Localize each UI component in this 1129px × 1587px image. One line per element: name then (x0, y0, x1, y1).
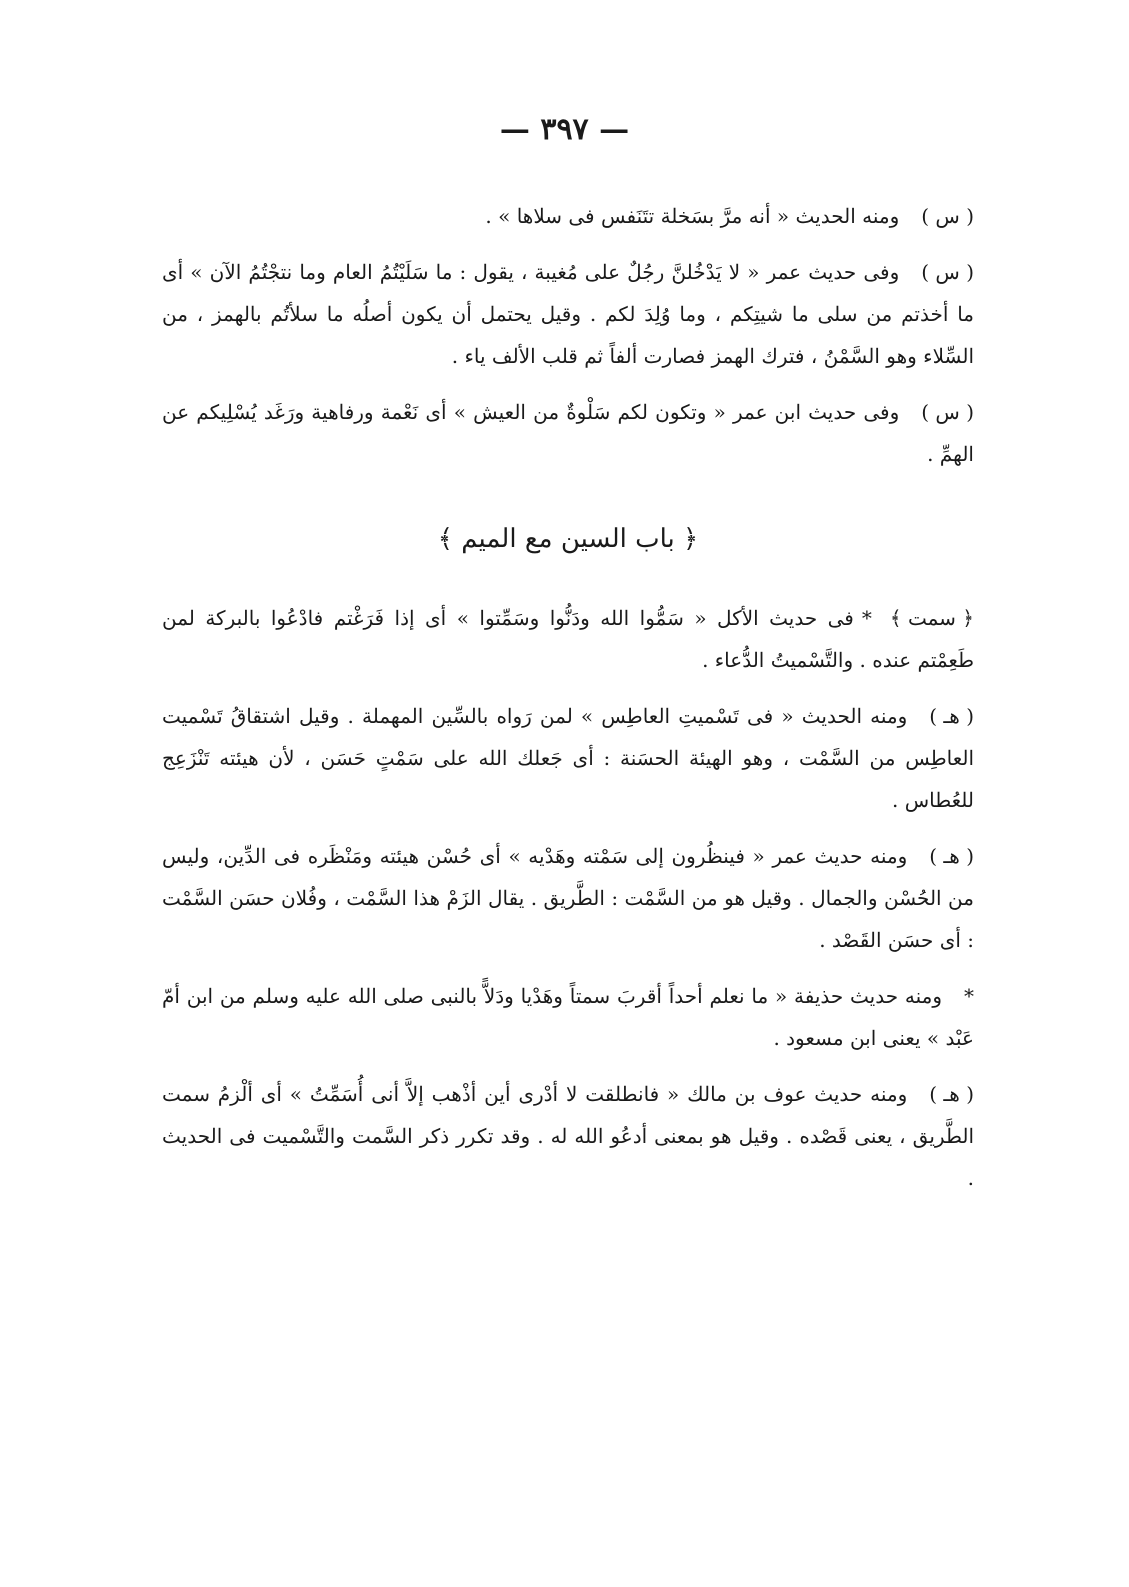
text-body (162, 195, 974, 1213)
paragraph-text: ومنه الحديث « أنه مرَّ بسَخلة تتَنَفس فى سلاها » . (485, 204, 900, 228)
page-number: — ٣٩٧ — (499, 112, 630, 147)
paragraph (162, 975, 974, 1059)
paragraph (162, 695, 974, 821)
section-heading: ﴿ باب السين مع الميم ﴾ (437, 524, 699, 554)
paragraph-marker: ( س ) (921, 260, 974, 284)
paragraph-text: وفى حديث عمر « لا يَدْخُلنَّ رجُلٌ على مُغيبة ، يقول : ما سَلَيْتُمُ العام وما نتجْتُمُ الآن » أى ما أخذتم من سلى ما شيتِكم ، وما وُلِدَ لكم . وقيل يحتمل أن يكون أصلُه ما سلأتُم بالهمز ، من السِّلاء وهو السَّمْنُ ، فترك الهمز فصارت ألفاً ثم قلب الألف ياء . (162, 260, 974, 368)
star-marker: * (861, 606, 872, 630)
entry-paragraph (162, 597, 974, 681)
entry-text: فى حديث الأكل « سَمُّوا الله ودَنُّوا وسَمِّتوا » أى إذا فَرَغْتم فادْعُوا بالبركة لمن طَعِمْتم عنده . والتَّسْميتُ الدُّعاء . (162, 606, 974, 672)
paragraph-text: ومنه حديث عوف بن مالك « فانطلقت لا أدْرى أين أذْهب إلاَّ أنى أُسَمِّتُ » أى ألْزمُ سمت الطَّريق ، يعنى قَصْده . وقيل هو بمعنى أدعُو الله له . وقد تكرر ذكر السَّمت والتَّسْميت فى الحديث . (162, 1082, 974, 1190)
paragraph-text: ومنه الحديث « فى تَسْميتِ العاطِس » لمن رَواه بالسِّين المهملة . وقيل اشتقاقُ تَسْميت العاطِس من السَّمْت ، وهو الهيئة الحسَنة : أى جَعلك الله على سَمْتٍ حَسَن ، لأن هيئته تَنْزَعِج للعُطاس . (162, 704, 974, 812)
paragraph-marker: ( س ) (921, 400, 974, 424)
paragraph (162, 391, 974, 475)
paragraph-marker: ( هـ ) (929, 844, 974, 868)
paragraph (162, 1073, 974, 1199)
paragraph-marker: ( س ) (921, 204, 974, 228)
paragraph-text: ومنه حديث حذيفة « ما نعلم أحداً أقربَ سمتاً وهَدْيا ودَلاًّ بالنبى صلى الله عليه وسلم من ابن أمّ عَبْد » يعنى ابن مسعود . (162, 984, 974, 1050)
paragraph (162, 835, 974, 961)
entry-key: ﴿ سمت ﴾ (889, 606, 974, 630)
paragraph-text: ومنه حديث عمر « فينظُرون إلى سَمْته وهَدْيه » أى حُسْن هيئته ومَنْظَره فى الدِّين، وليس من الحُسْن والجمال . وقيل هو من السَّمْت : الطَّريق . يقال الزَمْ هذا السَّمْت ، وفُلان حسَن السَّمْت : أى حسَن القَصْد . (162, 844, 974, 952)
paragraph-marker: ( هـ ) (929, 1082, 974, 1106)
paragraph-text: وفى حديث ابن عمر « وتكون لكم سَلْوةٌ من العيش » أى نَعْمة ورفاهية ورَغَد يُسْلِيكم عن الهمِّ . (162, 400, 974, 466)
paragraph (162, 251, 974, 377)
paragraph-marker: * (964, 984, 974, 1008)
paragraph-marker: ( هـ ) (929, 704, 974, 728)
paragraph (162, 195, 974, 237)
